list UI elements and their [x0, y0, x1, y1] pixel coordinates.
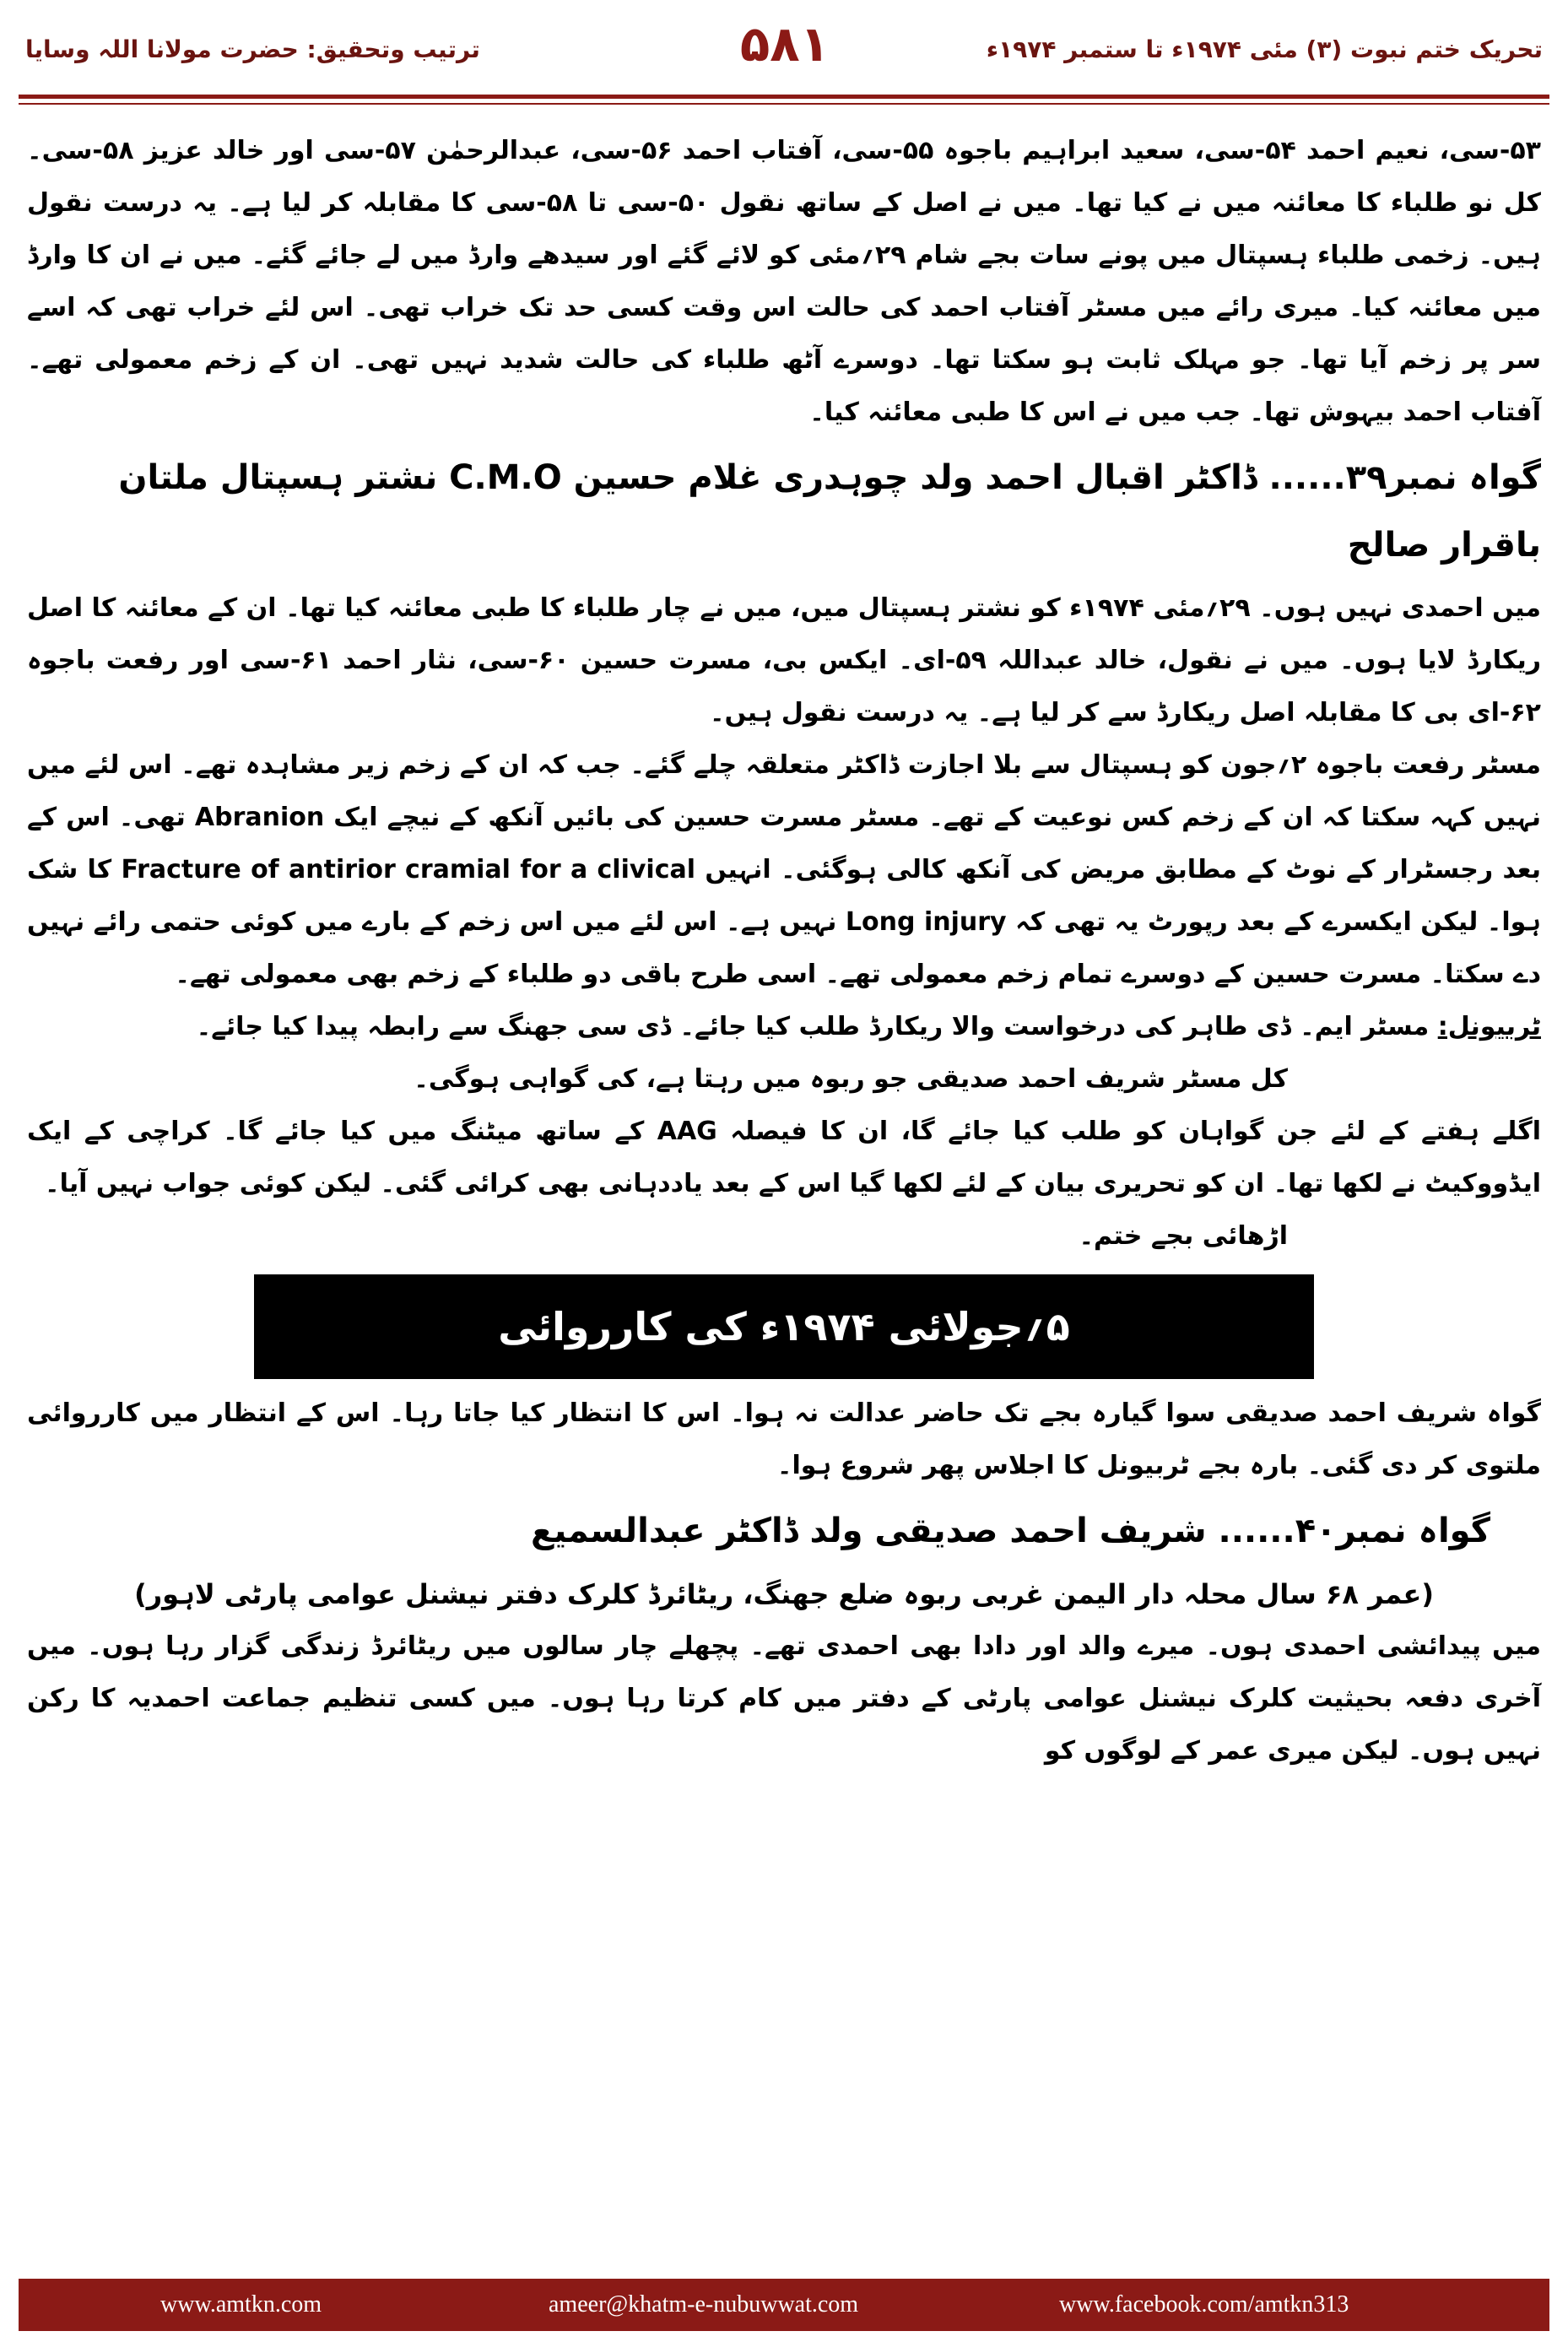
header-rule-thin: [19, 103, 1549, 105]
paragraph-1: ۵۳-سی، نعیم احمد ۵۴-سی، سعید ابراہیم باجوہ ۵۵-سی، آفتاب احمد ۵۶-سی، عبدالرحمٰن ۵۷-سی اور خالد عزیز ۵۸-سی۔ کل نو طلباء کا معائنہ میں نے کیا تھا۔ میں نے اصل کے ساتھ نقول ۵۰-سی تا ۵۸-سی کا مقابلہ کر لیا ہے۔ یہ درست نقول ہیں۔ زخمی طلباء ہسپتال میں پونے سات بجے شام ۲۹؍مئی کو لائے گئے اور سیدھے وارڈ میں لے جائے گئے۔ میں نے ان کا وارڈ میں معائنہ کیا۔ میری رائے میں مسٹر آفتاب احمد کی حالت اس وقت کسی حد تک خراب تھی۔ اس لئے خراب تھی کہ اسے سر پر زخم آیا تھا۔ جو مہلک ثابت ہو سکتا تھا۔ دوسرے آٹھ طلباء کی حالت شدید نہیں تھی۔ ان کے زخم معمولی تھے۔ آفتاب احمد بیہوش تھا۔ جب میں نے اس کا طبی معائنہ کیا۔: [27, 136, 1541, 427]
footer-facebook-link[interactable]: www.facebook.com/amtkn313: [1059, 2291, 1349, 2318]
witness-40-heading: گواہ نمبر۴۰...... شریف احمد صدیقی ولد ڈاکٹر عبدالسمیع: [530, 1512, 1490, 1550]
header-book-title: تحریک ختم نبوت (۳) مئی ۱۹۷۴ء تا ستمبر ۱۹۷۴ء: [986, 35, 1543, 63]
witness-39-heading: گواہ نمبر۳۹...... ڈاکٹر اقبال احمد ولد چوہدری غلام حسین C.M.O نشتر ہسپتال ملتان باقرار صالح: [118, 458, 1541, 565]
paragraph-6: میں پیدائشی احمدی ہوں۔ میرے والد اور دادا بھی احمدی تھے۔ پچھلے چار سالوں میں ریٹائرڈ زندگی گزار رہا ہوں۔ میں آخری دفعہ بحیثیت کلرک نیشنل عوامی پارٹی کے دفتر میں کام کرتا رہا ہوں۔ میں کسی تنظیم جماعت احمدیہ کا رکن نہیں ہوں۔ لیکن میری عمر کے لوگوں کو: [27, 1631, 1541, 1766]
header-compiler: ترتیب وتحقیق: حضرت مولانا اللہ وسایا: [25, 35, 480, 63]
end-note: اڑھائی بجے ختم۔: [1079, 1221, 1288, 1251]
witness-40-details: (عمر ۶۸ سال محلہ دار الیمن غربی ربوہ ضلع جھنگ، ریٹائرڈ کلرک دفتر نیشنل عوامی پارٹی لاہور): [134, 1578, 1434, 1610]
paragraph-4: اگلے ہفتے کے لئے جن گواہان کو طلب کیا جائے گا، ان کا فیصلہ AAG کے ساتھ میٹنگ میں کیا جائے گا۔ کراچی کے ایک ایڈووکیٹ نے لکھا تھا۔ ان کو تحریری بیان کے لئے لکھا گیا اس کے بعد یاددہانی بھی کرائی گئی۔ لیکن کوئی جواب نہیں آیا۔: [27, 1117, 1542, 1198]
tribunal-note: [27, 1001, 1541, 1053]
footer-email-link[interactable]: ameer@khatm-e-nubuwwat.com: [549, 2291, 859, 2318]
section-banner-wrap: [27, 1274, 1541, 1379]
paragraph-5: گواہ شریف احمد صدیقی سوا گیارہ بجے تک حاضر عدالت نہ ہوا۔ اس کا انتظار کیا جاتا رہا۔ اس کے انتظار میں کارروائی ملتوی کر دی گئی۔ بارہ بجے ٹربیونل کا اجلاس پھر شروع ہوا۔: [27, 1398, 1541, 1480]
page-body: [27, 125, 1541, 1777]
footer-website-link[interactable]: www.amtkn.com: [160, 2291, 322, 2318]
header-rule: [19, 95, 1549, 99]
page-number: ۵۸۱: [739, 15, 830, 73]
paragraph-3: مسٹر رفعت باجوہ ۲؍جون کو ہسپتال سے بلا اجازت ڈاکٹر متعلقہ چلے گئے۔ جب کہ ان کے زخم زیر مشاہدہ تھے۔ اس لئے میں نہیں کہہ سکتا کہ ان کے زخم کس نوعیت کے تھے۔ مسٹر مسرت حسین کی بائیں آنکھ کے نیچے ایک Abranion تھی۔ اس کے بعد رجسٹرار کے نوٹ کے مطابق مریض کی آنکھ کالی ہوگئی۔ انہیں Fracture of antirior cramial for a clivical کا شک ہوا۔ لیکن ایکسرے کے بعد رپورٹ یہ تھی کہ Long injury نہیں ہے۔ اس لئے میں اس زخم کے بارے میں کوئی حتمی رائے نہیں دے سکتا۔ مسرت حسین کے دوسرے تمام زخم معمولی تھے۔ اسی طرح باقی دو طلباء کے زخم بھی معمولی تھے۔: [27, 750, 1541, 989]
paragraph-2: میں احمدی نہیں ہوں۔ ۲۹؍مئی ۱۹۷۴ء کو نشتر ہسپتال میں، میں نے چار طلباء کا طبی معائنہ کیا تھا۔ ان کے معائنہ کا اصل ریکارڈ لایا ہوں۔ میں نے نقول، خالد عبداللہ ۵۹-ای۔ ایکس بی، مسرت حسین ۶۰-سی، نثار احمد ۶۱-سی اور رفعت باجوہ ۶۲-ای بی کا مقابلہ اصل ریکارڈ سے کر لیا ہے۔ یہ درست نقول ہیں۔: [27, 593, 1541, 727]
page-header: [0, 0, 1568, 122]
tribunal-text: مسٹر ایم۔ ڈی طاہر کی درخواست والا ریکارڈ طلب کیا جائے۔ ڈی سی جھنگ سے رابطہ پیدا کیا جائے۔: [196, 1012, 1430, 1041]
tribunal-label: ٹربیونل:: [1437, 1012, 1541, 1041]
section-banner: ۵؍جولائی ۱۹۷۴ء کی کارروائی: [254, 1274, 1314, 1379]
page-footer: [0, 2279, 1568, 2342]
tribunal-note-2: کل مسٹر شریف احمد صدیقی جو ربوہ میں رہتا ہے، کی گواہی ہوگی۔: [414, 1064, 1288, 1094]
